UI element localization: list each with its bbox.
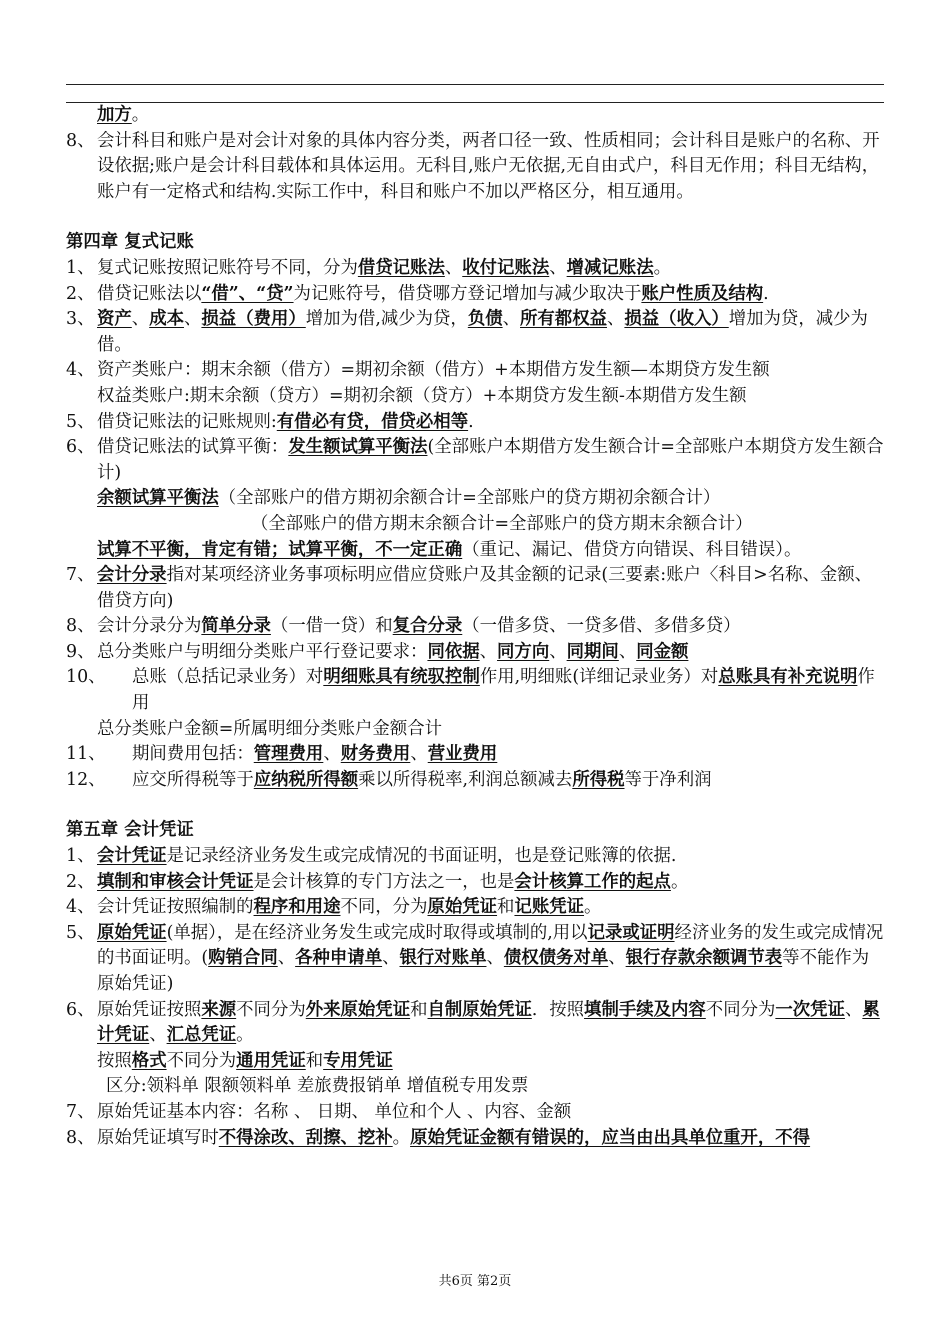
paragraph <box>66 563 884 614</box>
text-run: 原始凭证基本内容：名称 、 日期、 单位和个人 、内容、金额 <box>97 1101 572 1122</box>
paragraph <box>66 998 884 1049</box>
text-run: 指对某项经济业务事项标明应借应贷账户及其金额的记录(三要素:账户〈科目>名称、金额、借贷方向) <box>97 565 873 611</box>
key-term: 所得税 <box>572 769 625 790</box>
item-number: 10、 <box>66 667 106 688</box>
text-run: 原始凭证按照 <box>97 999 202 1020</box>
item-number: 11、 <box>66 744 106 765</box>
item-number: 12、 <box>66 769 106 790</box>
text-run: (全部账户本期借方发生额合计=全部账户本期贷方发生额合计) <box>97 437 884 483</box>
key-term: 同期间 <box>566 641 619 662</box>
key-term: 发生额试算平衡法 <box>288 437 428 458</box>
key-term: 外来原始凭证 <box>305 999 411 1020</box>
key-term: 账户性质及结构 <box>641 283 764 304</box>
paragraph <box>66 410 884 436</box>
key-term: 填制和审核会计凭证 <box>97 871 254 892</box>
text-run: 复式记账按照记账符号不同，分为 <box>97 257 358 278</box>
item-number: 7、 <box>66 1101 95 1122</box>
text-run: 不同，分为 <box>340 897 428 918</box>
key-term: 同方向 <box>497 641 550 662</box>
text-run: 作用 <box>132 667 875 714</box>
paragraph <box>66 538 884 564</box>
item-number: 5、 <box>66 922 95 943</box>
item-number: 1、 <box>66 257 95 278</box>
paragraph <box>66 512 884 538</box>
text-run: 按照 <box>97 1050 132 1071</box>
key-term: 原始凭证 <box>427 897 498 918</box>
paragraph <box>66 640 884 666</box>
key-term: 成本 <box>149 309 184 330</box>
text-run: 作用,明细账(详细记录业务）对 <box>479 667 719 688</box>
text-run: 增加为借,减少为贷， <box>305 309 468 330</box>
key-term: 格式 <box>131 1050 167 1071</box>
text-run: 应交所得税等于 <box>132 769 254 790</box>
key-term: 应纳税所得额 <box>253 769 359 790</box>
text-run: 不同分为 <box>236 999 306 1020</box>
key-term: 原始凭证 <box>97 922 167 943</box>
paragraph <box>66 1100 884 1126</box>
key-term: “借”、“贷” <box>201 283 294 304</box>
text-run: 等不能作为原始凭证) <box>97 948 870 994</box>
text-run: 。 <box>392 1127 411 1148</box>
text-run: （一借多贷、一贷多借、多借多贷） <box>462 616 741 637</box>
key-term: 同金额 <box>636 641 689 662</box>
item-number: 3、 <box>66 309 95 330</box>
key-term: 复合分录 <box>392 616 463 637</box>
text-run: 和 <box>497 897 515 918</box>
paragraph <box>66 844 884 870</box>
text-run: 和 <box>410 999 428 1020</box>
key-term: 记账凭证 <box>514 897 585 918</box>
key-term: 来源 <box>201 999 237 1020</box>
text-run: 、 <box>479 641 498 662</box>
text-run: . <box>468 411 474 432</box>
key-term: 各种申请单 <box>295 948 383 969</box>
key-term: 购销合同 <box>208 948 278 969</box>
paragraph <box>66 1074 884 1100</box>
key-term: 管理费用 <box>253 744 324 765</box>
text-run: 、 <box>131 309 150 330</box>
text-run: 期间费用包括： <box>132 744 254 765</box>
paragraph <box>66 921 884 998</box>
key-term: 总账具有补充说明 <box>718 667 858 688</box>
key-term: 资产 <box>97 309 132 330</box>
key-term: 加方 <box>97 105 132 125</box>
text-run: 、 <box>844 999 863 1020</box>
key-term: 明细账具有统驭控制 <box>323 667 480 688</box>
item-number: 8、 <box>66 1127 95 1148</box>
item-number: 5、 <box>66 411 95 432</box>
page-footer: 共6页 第2页 <box>438 1274 512 1289</box>
paragraph <box>66 129 884 206</box>
text-run: 、 <box>549 641 567 662</box>
document-body <box>66 103 884 1151</box>
paragraph <box>66 282 884 308</box>
text-run: 、 <box>618 641 637 662</box>
text-run: 、 <box>277 948 296 969</box>
key-term: 银行对账单 <box>399 948 487 969</box>
item-number: 8、 <box>66 130 95 151</box>
key-term: 试算不平衡，肯定有错；试算平衡，不一定正确 <box>97 539 463 560</box>
text-run: 。 <box>236 1025 254 1046</box>
text-run: （一借一贷）和 <box>270 616 393 637</box>
paragraph <box>66 384 884 410</box>
text-run: 总分类账户与明细分类账户平行登记要求： <box>97 641 428 662</box>
item-number: 4、 <box>66 897 95 918</box>
paragraph <box>66 742 884 768</box>
text-run: 、 <box>606 309 625 330</box>
paragraph <box>66 486 884 512</box>
key-term: 同依据 <box>427 641 480 662</box>
text-run: 不同分为 <box>705 999 776 1020</box>
text-run: 、 <box>486 948 504 969</box>
text-run: 、 <box>410 744 428 765</box>
key-term: 不得涂改、刮擦、挖补 <box>218 1127 393 1148</box>
text-run: 第四章 复式记账 <box>66 232 194 253</box>
text-run: 经济业务的发生或完成情况的书面证明。( <box>97 922 884 969</box>
paragraph <box>66 1049 884 1075</box>
text-run: （重记、漏记、借贷方向错误、科目错误）。 <box>462 539 802 560</box>
text-run: 、 <box>149 1025 167 1046</box>
text-run: 。 <box>584 897 602 918</box>
text-run: 增加为贷，减少为借。 <box>97 309 868 355</box>
text-run: 、 <box>608 948 626 969</box>
key-term: 借贷记账法 <box>357 257 445 278</box>
item-number: 6、 <box>66 999 95 1020</box>
key-term: 填制手续及内容 <box>584 999 706 1020</box>
key-term: 累计凭证 <box>97 999 880 1046</box>
key-term: 所有都权益 <box>520 309 607 330</box>
text-run: 资产类账户：期末余额（借方）=期初余额（借方）+本期借方发生额—本期贷方发生额 <box>97 360 770 381</box>
text-run: 乘以所得税率,利润总额减去 <box>358 769 573 790</box>
key-term: 汇总凭证 <box>166 1025 237 1046</box>
key-term: 简单分录 <box>201 616 271 637</box>
key-term: 余额试算平衡法 <box>97 488 219 509</box>
text-run: (单据），是在经济业务发生或完成时取得或填制的,用以 <box>166 922 588 943</box>
item-number: 4、 <box>66 360 95 381</box>
text-run: 权益类账户:期末余额（贷方）=期初余额（贷方）+本期贷方发生额-本期借方发生额 <box>97 385 747 406</box>
text-run: 、 <box>382 948 400 969</box>
key-term: 债权债务对单 <box>503 948 609 969</box>
text-run: （全部账户的借方期初余额合计=全部账户的贷方期初余额合计） <box>218 488 721 509</box>
paragraph <box>66 895 884 921</box>
text-run: 。 <box>653 257 671 278</box>
paragraph <box>66 256 884 282</box>
text-run: . <box>763 283 769 304</box>
text-run: 和 <box>305 1050 324 1071</box>
paragraph <box>66 614 884 640</box>
text-run: 借贷记账法的试算平衡： <box>97 437 289 458</box>
header-rule-top <box>66 84 884 85</box>
text-run: 会计分录分为 <box>97 616 202 637</box>
text-run: 、 <box>502 309 521 330</box>
text-run: 、 <box>444 257 463 278</box>
key-term: 财务费用 <box>340 744 411 765</box>
text-run: 不同分为 <box>166 1050 237 1071</box>
key-term: 增减记账法 <box>566 257 654 278</box>
text-run: 会计科目和账户是对会计对象的具体内容分类，两者口径一致、性质相同；会计科目是账户的名称、开设依据;账户是会计科目载体和具体运用。无科目,账户无依据,无自由式户，科目无作用；科目无结构，账户有一定格式和结构.实际工作中，科目和账户不加以严格区分，相互通用。 <box>97 130 880 202</box>
key-term: 通用凭证 <box>236 1050 306 1071</box>
key-term: 一次凭证 <box>775 999 845 1020</box>
text-run: ．按照 <box>531 999 585 1020</box>
item-number: 2、 <box>66 283 95 304</box>
key-term: 损益（费用） <box>201 309 306 330</box>
text-run: 为记账符号，借贷哪方登记增加与减少取决于 <box>293 283 642 304</box>
key-term: 记录或证明 <box>587 922 675 943</box>
text-run: 。 <box>131 105 150 125</box>
text-run: 第五章 会计凭证 <box>66 820 194 841</box>
key-term: 有借必有贷，借贷必相等 <box>276 411 469 432</box>
item-number: 1、 <box>66 846 95 867</box>
key-term: 专用凭证 <box>323 1050 393 1071</box>
text-run: 、 <box>549 257 567 278</box>
paragraph <box>66 717 884 743</box>
text-run: 是记录经济业务发生或完成情况的书面证明，也是登记账簿的依据. <box>166 846 677 867</box>
key-term: 会计分录 <box>97 565 167 586</box>
chapter-heading <box>66 818 884 844</box>
key-term: 损益（收入） <box>624 309 729 330</box>
paragraph <box>66 870 884 896</box>
key-term: 营业费用 <box>427 744 498 765</box>
text-run: 总账（总括记录业务）对 <box>132 667 324 688</box>
paragraph <box>66 435 884 486</box>
key-term: 收付记账法 <box>462 257 550 278</box>
text-run: 。 <box>670 871 689 892</box>
text-run: 借贷记账法的记账规则: <box>97 411 277 432</box>
text-run: 等于净利润 <box>624 769 712 790</box>
item-number: 6、 <box>66 437 95 458</box>
item-number: 2、 <box>66 871 95 892</box>
key-term: 程序和用途 <box>253 897 341 918</box>
paragraph <box>66 307 884 358</box>
text-run: 借贷记账法以 <box>97 283 202 304</box>
item-number: 9、 <box>66 641 95 662</box>
text-run: 、 <box>184 309 202 330</box>
key-term: 负债 <box>467 309 503 330</box>
paragraph <box>66 768 884 794</box>
text-run: 原始凭证填写时 <box>97 1127 219 1148</box>
text-run: 总分类账户金额=所属明细分类账户金额合计 <box>97 718 442 739</box>
key-term: 会计核算工作的起点 <box>514 871 671 892</box>
key-term: 会计凭证 <box>97 846 167 867</box>
item-number: 8、 <box>66 616 95 637</box>
key-term: 自制原始凭证 <box>427 999 532 1020</box>
text-run: 区分:领料单 限额领料单 差旅费报销单 增值税专用发票 <box>106 1076 529 1097</box>
text-run: 、 <box>323 744 341 765</box>
text-run: 会计凭证按照编制的 <box>97 897 254 918</box>
paragraph <box>66 103 884 129</box>
key-term: 银行存款余额调节表 <box>625 948 783 969</box>
text-run: （全部账户的借方期末余额合计=全部账户的贷方期末余额合计） <box>251 513 753 534</box>
paragraph <box>66 665 884 716</box>
text-run: 是会计核算的专门方法之一，也是 <box>253 871 515 892</box>
item-number: 7、 <box>66 565 95 586</box>
paragraph <box>66 358 884 384</box>
paragraph <box>66 1126 884 1152</box>
key-term: 原始凭证金额有错误的，应当由出具单位重开，不得 <box>410 1127 811 1148</box>
chapter-heading <box>66 230 884 256</box>
